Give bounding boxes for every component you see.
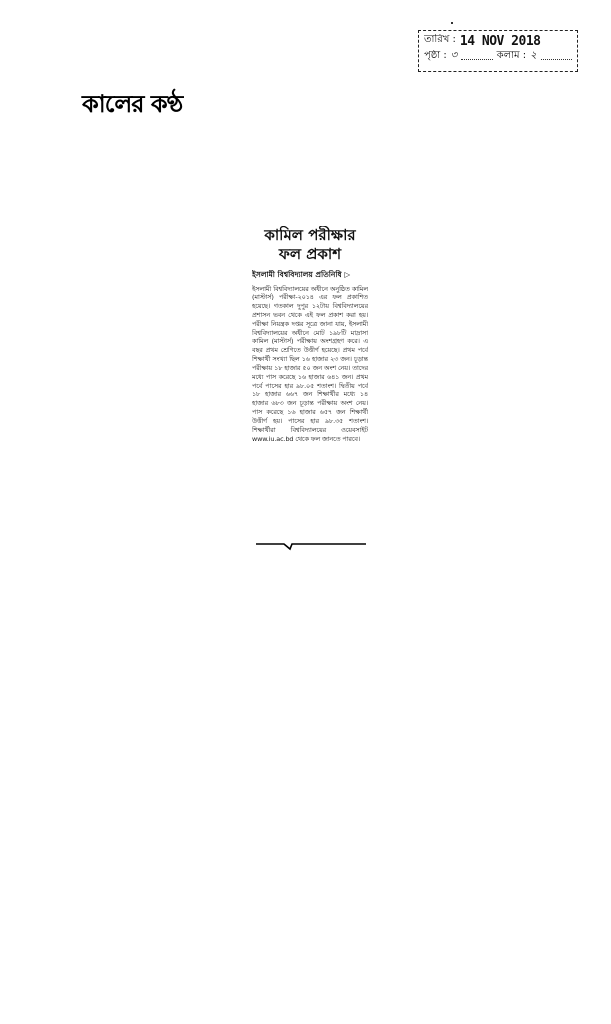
stamp-column-label: কলাম : bbox=[496, 50, 527, 62]
stamp-page-label: পৃষ্ঠা : bbox=[424, 50, 447, 62]
headline-line-2: ফল প্রকাশ bbox=[278, 244, 342, 263]
clipping-stamp bbox=[418, 30, 578, 72]
article-byline: ইসলামী বিশ্ববিদ্যালয় প্রতিনিধি ▷ bbox=[252, 269, 351, 279]
speck bbox=[451, 22, 453, 24]
headline-line-1: কামিল পরীক্ষার bbox=[264, 226, 356, 244]
article-end-rule bbox=[256, 540, 366, 552]
stamp-column-value: ২ bbox=[530, 50, 537, 62]
stamp-dots bbox=[461, 50, 492, 60]
stamp-dots-end bbox=[541, 50, 572, 60]
newspaper-masthead: কালের কণ্ঠ bbox=[82, 89, 183, 118]
stamp-date-label: তারিখ : bbox=[424, 34, 456, 45]
article-body: ইসলামী বিশ্ববিদ্যালয়ের অধীনে অনুষ্ঠিত কামিল (মাস্টার্স) পরীক্ষা-২০১৪ এর ফল প্রকাশিত হয়েছে। গতকাল দুপুর ১২টায় বিশ্ববিদ্যালয়ের প্রশাসন ভবন থেকে এই ফল প্রকাশ করা হয়। পরীক্ষা নিয়ন্ত্রক দপ্তর সূত্রে জানা যায়, ইসলামী বিশ্ববিদ্যালয়ের অধীনে মোট ১৯৮টি মাদ্রাসা কামিল (মাস্টার্স) পরীক্ষায় অংশগ্রহণ করে। এ বছর প্রথম শ্রেণিতে উত্তীর্ণ হয়েছে। প্রথম পর্বে শিক্ষার্থী সংখ্যা ছিল ১৬ হাজার ২৩ জন। চূড়ান্ত পরীক্ষায় ১৮ হাজার ৫০ জন অংশ নেয়। তাদের মধ্যে পাস করেছে ১৬ হাজার ৬৪১ জন। প্রথম পর্বে পাসের হার ৯৮.০৫ শতাংশ। দ্বিতীয় পর্বে ১৮ হাজার ৬৬৭ জন শিক্ষার্থীর মধ্যে ১৪ হাজার ৬৮৩ জন চূড়ান্ত পরীক্ষায় অংশ নেয়। পাস করেছে ১৬ হাজার ৬৫৭ জন শিক্ষার্থী উত্তীর্ণ হয়। পাসের হার ৯৮.৩৫ শতাংশ। শিক্ষার্থীরা বিশ্ববিদ্যালয়ের ওয়েবসাইট www.iu.ac.bd থেকে ফল জানতে পারবে। bbox=[252, 284, 368, 443]
stamp-date-row bbox=[424, 34, 572, 50]
news-article bbox=[252, 226, 368, 556]
article-headline bbox=[252, 226, 368, 264]
stamp-date-value: 14 NOV 2018 bbox=[459, 34, 541, 49]
stamp-page-row bbox=[424, 50, 572, 63]
stamp-page-value: ৩ bbox=[450, 50, 458, 62]
